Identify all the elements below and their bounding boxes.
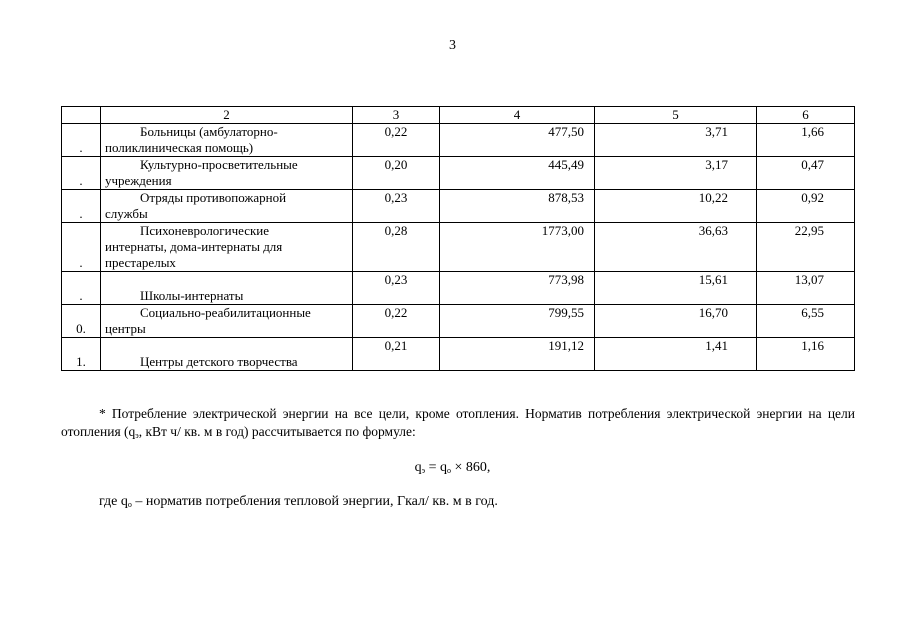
where-text-2: – норматив потребления тепловой энергии, Гкал/ кв. м в год. bbox=[131, 494, 498, 509]
formula-sub-o: o bbox=[446, 466, 451, 475]
row-name bbox=[101, 272, 353, 305]
row-value-5: 16,70 bbox=[595, 305, 757, 338]
row-name-line1: Социально-реабилитационные bbox=[140, 305, 311, 320]
table-row bbox=[62, 338, 855, 371]
row-name bbox=[101, 190, 353, 223]
footnote-text-2: , кВт ч/ кв. м в год) рассчитывается по формуле: bbox=[138, 424, 416, 439]
row-name bbox=[101, 223, 353, 272]
row-name-rest: Центры детского творчества bbox=[140, 354, 298, 369]
row-name bbox=[101, 338, 353, 371]
formula-q: q bbox=[414, 460, 422, 475]
row-number: 1. bbox=[62, 338, 101, 371]
row-name-line1: Больницы (амбулаторно- bbox=[140, 124, 278, 139]
footnote-text-1: * Потребление электрической энергии на все цели, кроме отопления. Норматив потребления электрической энергии на цели отопления (q bbox=[61, 406, 855, 439]
row-name bbox=[101, 124, 353, 157]
row-name-rest: поликлиническая помощь) bbox=[105, 140, 254, 155]
row-name-line1: Культурно-просветительные bbox=[140, 157, 298, 172]
row-value-5: 3,17 bbox=[595, 157, 757, 190]
row-name-rest: службы bbox=[105, 206, 148, 221]
row-name-line1 bbox=[105, 272, 348, 288]
row-value-3: 0,23 bbox=[353, 190, 440, 223]
header-cell-3: 3 bbox=[353, 107, 440, 124]
row-number: . bbox=[62, 157, 101, 190]
row-number: . bbox=[62, 272, 101, 305]
page-number: 3 bbox=[449, 38, 456, 53]
row-value-5: 36,63 bbox=[595, 223, 757, 272]
row-value-6: 13,07 bbox=[757, 272, 855, 305]
row-name bbox=[101, 157, 353, 190]
row-value-4: 445,49 bbox=[440, 157, 595, 190]
where-text-1: где q bbox=[99, 494, 128, 509]
row-value-4: 799,55 bbox=[440, 305, 595, 338]
row-value-5: 3,71 bbox=[595, 124, 757, 157]
header-cell-1 bbox=[62, 107, 101, 124]
row-value-4: 878,53 bbox=[440, 190, 595, 223]
formula-explanation bbox=[99, 494, 498, 510]
header-cell-2: 2 bbox=[101, 107, 353, 124]
footnote-subscript: э bbox=[135, 431, 139, 440]
row-value-6: 0,92 bbox=[757, 190, 855, 223]
row-number: . bbox=[62, 223, 101, 272]
row-name-rest: учреждения bbox=[105, 173, 172, 188]
row-value-3: 0,20 bbox=[353, 157, 440, 190]
row-name-rest: центры bbox=[105, 321, 146, 336]
row-value-4: 477,50 bbox=[440, 124, 595, 157]
row-number: 0. bbox=[62, 305, 101, 338]
row-value-3: 0,22 bbox=[353, 305, 440, 338]
formula-rest: × 860, bbox=[450, 460, 491, 475]
row-number: . bbox=[62, 124, 101, 157]
header-cell-6: 6 bbox=[757, 107, 855, 124]
table-row bbox=[62, 124, 855, 157]
row-value-6: 1,16 bbox=[757, 338, 855, 371]
table-row bbox=[62, 305, 855, 338]
row-name-line1 bbox=[105, 338, 348, 354]
row-value-6: 0,47 bbox=[757, 157, 855, 190]
where-subscript: o bbox=[127, 500, 132, 509]
table-row bbox=[62, 223, 855, 272]
row-value-5: 15,61 bbox=[595, 272, 757, 305]
row-value-3: 0,28 bbox=[353, 223, 440, 272]
table-row bbox=[62, 190, 855, 223]
row-value-3: 0,21 bbox=[353, 338, 440, 371]
header-cell-4: 4 bbox=[440, 107, 595, 124]
row-name bbox=[101, 305, 353, 338]
formula bbox=[0, 460, 905, 476]
row-value-4: 1773,00 bbox=[440, 223, 595, 272]
row-name-line1: Психоневрологические bbox=[140, 223, 270, 238]
row-name-rest: Школы-интернаты bbox=[140, 288, 244, 303]
row-value-6: 6,55 bbox=[757, 305, 855, 338]
row-name-line1: Отряды противопожарной bbox=[140, 190, 287, 205]
row-value-4: 773,98 bbox=[440, 272, 595, 305]
norms-table bbox=[61, 106, 855, 371]
table-row bbox=[62, 157, 855, 190]
table-row bbox=[62, 272, 855, 305]
row-value-4: 191,12 bbox=[440, 338, 595, 371]
footnote bbox=[61, 405, 855, 445]
row-value-3: 0,22 bbox=[353, 124, 440, 157]
table-header-row bbox=[62, 107, 855, 124]
row-value-3: 0,23 bbox=[353, 272, 440, 305]
row-name-rest: интернаты, дома-интернаты для престарелых bbox=[105, 239, 283, 270]
row-value-5: 10,22 bbox=[595, 190, 757, 223]
header-cell-5: 5 bbox=[595, 107, 757, 124]
row-number: . bbox=[62, 190, 101, 223]
row-value-5: 1,41 bbox=[595, 338, 757, 371]
row-value-6: 22,95 bbox=[757, 223, 855, 272]
row-value-6: 1,66 bbox=[757, 124, 855, 157]
formula-sub-e: э bbox=[421, 466, 426, 475]
formula-eq: = q bbox=[425, 460, 447, 475]
